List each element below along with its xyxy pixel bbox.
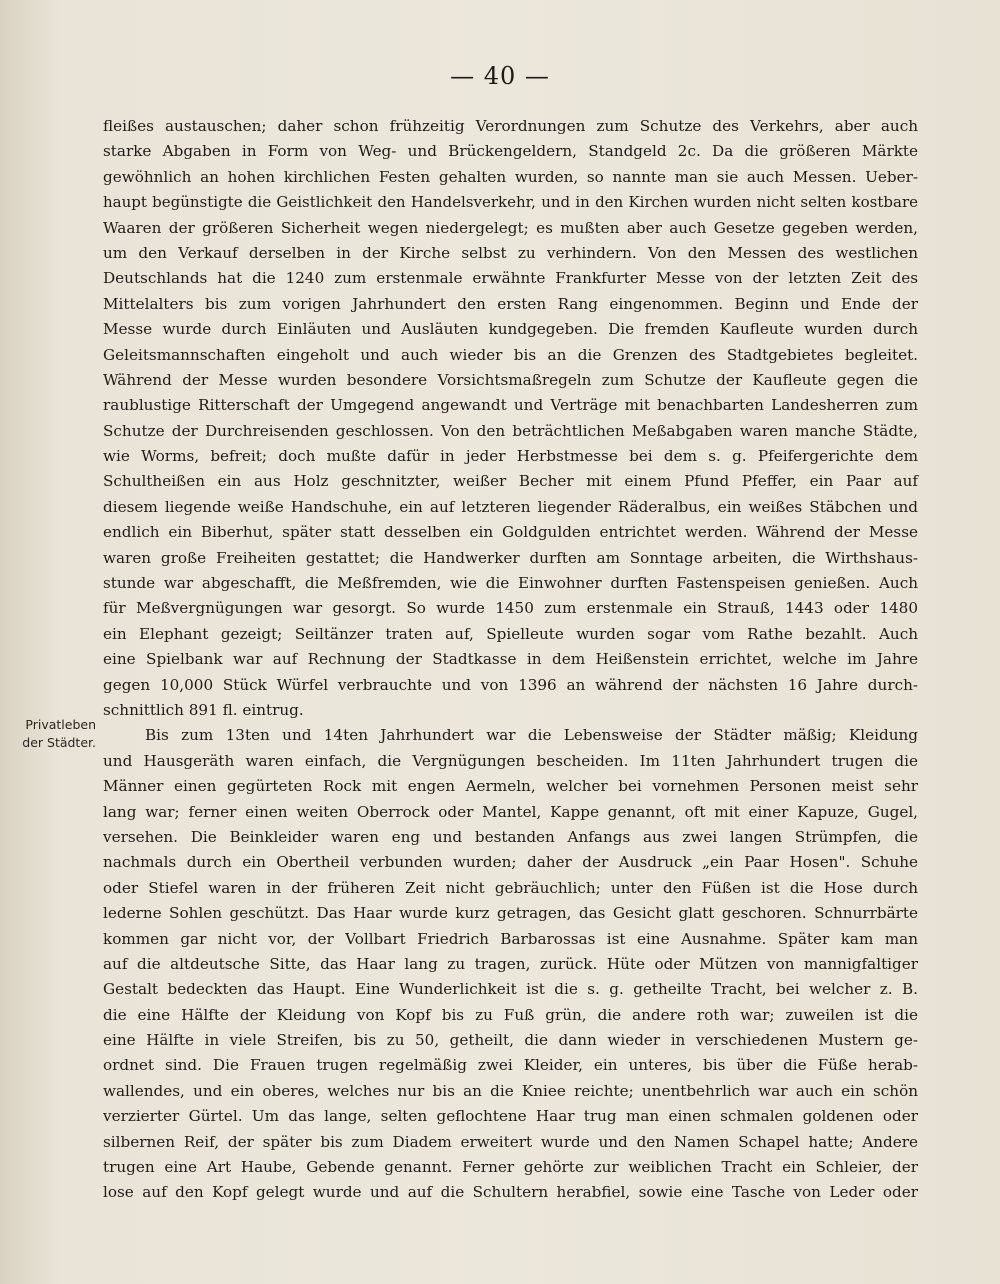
text-line: für Meßvergnügungen war gesorgt. So wurde 1450 zum erstenmale ein Strauß, 1443 oder 1480 [103,599,918,618]
text-line: ordnet sind. Die Frauen trugen regelmäßig zwei Kleider, ein unteres, bis über die Füße herab- [103,1056,918,1075]
text-line: lederne Sohlen geschützt. Das Haar wurde kurz getragen, das Gesicht glatt geschoren. Schnurrbärte [103,904,918,923]
text-line: und Hausgeräth waren einfach, die Vergnügungen bescheiden. Im 11ten Jahrhundert trugen die [103,751,918,770]
text-line: gegen 10,000 Stück Würfel verbrauchte und von 1396 an während der nächsten 16 Jahre durch- [103,675,918,694]
margin-note [0,716,96,752]
text-line: Während der Messe wurden besondere Vorsichtsmaßregeln zum Schutze der Kaufleute gegen die [103,370,918,389]
text-line: trugen eine Art Haube, Gebende genannt. Ferner gehörte zur weiblichen Tracht ein Schleier, der [103,1158,918,1177]
text-line: Männer einen gegürteten Rock mit engen Aermeln, welcher bei vornehmen Personen meist sehr [103,777,918,796]
text-line: raublustige Ritterschaft der Umgegend angewandt und Verträge mit benachbarten Landesherren zum [103,396,918,415]
text-line: Bis zum 13ten und 14ten Jahrhundert war die Lebensweise der Städter mäßig; Kleidung [145,726,918,745]
text-line: lang war; ferner einen weiten Oberrock oder Mantel, Kappe genannt, oft mit einer Kapuze, Gugel, [103,802,918,821]
text-line: Deutschlands hat die 1240 zum erstenmale erwähnte Frankfurter Messe von der letzten Zeit des [103,269,918,288]
text-line: oder Stiefel waren in der früheren Zeit nicht gebräuchlich; unter den Füßen ist die Hose durch [103,878,918,897]
text-line: die eine Hälfte der Kleidung von Kopf bis zu Fuß grün, die andere roth war; zuweilen ist die [103,1005,918,1024]
text-line: Mittelalters bis zum vorigen Jahrhundert den ersten Rang eingenommen. Beginn und Ende der [103,294,918,313]
text-line: Messe wurde durch Einläuten und Ausläuten kundgegeben. Die fremden Kaufleute wurden durch [103,320,918,339]
text-line: waren große Freiheiten gestattet; die Handwerker durften am Sonntage arbeiten, die Wirthshaus- [103,548,918,567]
text-line: wie Worms, befreit; doch mußte dafür in jeder Herbstmesse bei dem s. g. Pfeifergerichte dem [103,447,918,466]
text-line: kommen gar nicht vor, der Vollbart Friedrich Barbarossas ist eine Ausnahme. Später kam man [103,929,918,948]
text-line: versehen. Die Beinkleider waren eng und bestanden Anfangs aus zwei langen Strümpfen, die [103,827,918,846]
text-line: eine Spielbank war auf Rechnung der Stadtkasse in dem Heißenstein errichtet, welche im Jahre [103,650,918,669]
text-line: Schultheißen ein aus Holz geschnitzter, weißer Becher mit einem Pfund Pfeffer, ein Paar auf [103,472,918,491]
text-line: verzierter Gürtel. Um das lange, selten geflochtene Haar trug man einen schmalen goldenen oder [103,1107,918,1126]
text-line: um den Verkauf derselben in der Kirche selbst zu verhindern. Von den Messen des westlichen [103,243,918,262]
text-line: ein Elephant gezeigt; Seiltänzer traten auf, Spielleute wurden sogar vom Rathe bezahlt. Auch [103,624,918,643]
text-line: Gestalt bedeckten das Haupt. Eine Wunderlichkeit ist die s. g. getheilte Tracht, bei welcher z. B. [103,980,918,999]
text-line: eine Hälfte in viele Streifen, bis zu 50, getheilt, die dann wieder in verschiedenen Mustern ge- [103,1031,918,1050]
text-line: Geleitsmannschaften eingeholt und auch wieder bis an die Grenzen des Stadtgebietes begleitet. [103,345,918,364]
text-line: Waaren der größeren Sicherheit wegen niedergelegt; es mußten aber auch Gesetze gegeben werden, [103,218,918,237]
text-line: nachmals durch ein Obertheil verbunden wurden; daher der Ausdruck „ein Paar Hosen". Schuhe [103,853,918,872]
text-line: schnittlich 891 fl. eintrug. [103,700,304,719]
text-line: starke Abgaben in Form von Weg- und Brückengeldern, Standgeld 2c. Da die größeren Märkte [103,142,918,161]
text-line: gewöhnlich an hohen kirchlichen Festen gehalten wurden, so nannte man sie auch Messen. Ueber- [103,167,918,186]
margin-note-line: der Städter. [22,735,96,750]
text-line: lose auf den Kopf gelegt wurde und auf die Schultern herabfiel, sowie eine Tasche von Leder oder [103,1183,918,1202]
text-line: Schutze der Durchreisenden geschlossen. Von den beträchtlichen Meßabgaben waren manche Städte, [103,421,918,440]
margin-note-line: Privatleben [25,717,96,732]
text-line: fleißes austauschen; daher schon frühzeitig Verordnungen zum Schutze des Verkehrs, aber auch [103,117,918,135]
text-line: haupt begünstigte die Geistlichkeit den Handelsverkehr, und in den Kirchen wurden nicht selten kostbare [103,193,918,212]
text-line: auf die altdeutsche Sitte, das Haar lang zu tragen, zurück. Hüte oder Mützen von mannigfaltiger [103,954,918,973]
page-number: — 40 — [450,62,550,90]
text-line: endlich ein Biberhut, später statt desselben ein Goldgulden entrichtet werden. Während der Messe [103,523,918,542]
text-line: silbernen Reif, der später bis zum Diadem erweitert wurde und den Namen Schapel hatte; Andere [103,1132,918,1151]
text-line: diesem liegende weiße Handschuhe, ein auf letzteren liegender Räderalbus, ein weißes Stäbchen und [103,497,918,516]
text-line: wallendes, und ein oberes, welches nur bis an die Kniee reichte; unentbehrlich war auch ein schön [103,1081,918,1100]
body-text [103,114,918,1206]
text-line: stunde war abgeschafft, die Meßfremden, wie die Einwohner durften Fastenspeisen genießen. Auch [103,574,918,593]
